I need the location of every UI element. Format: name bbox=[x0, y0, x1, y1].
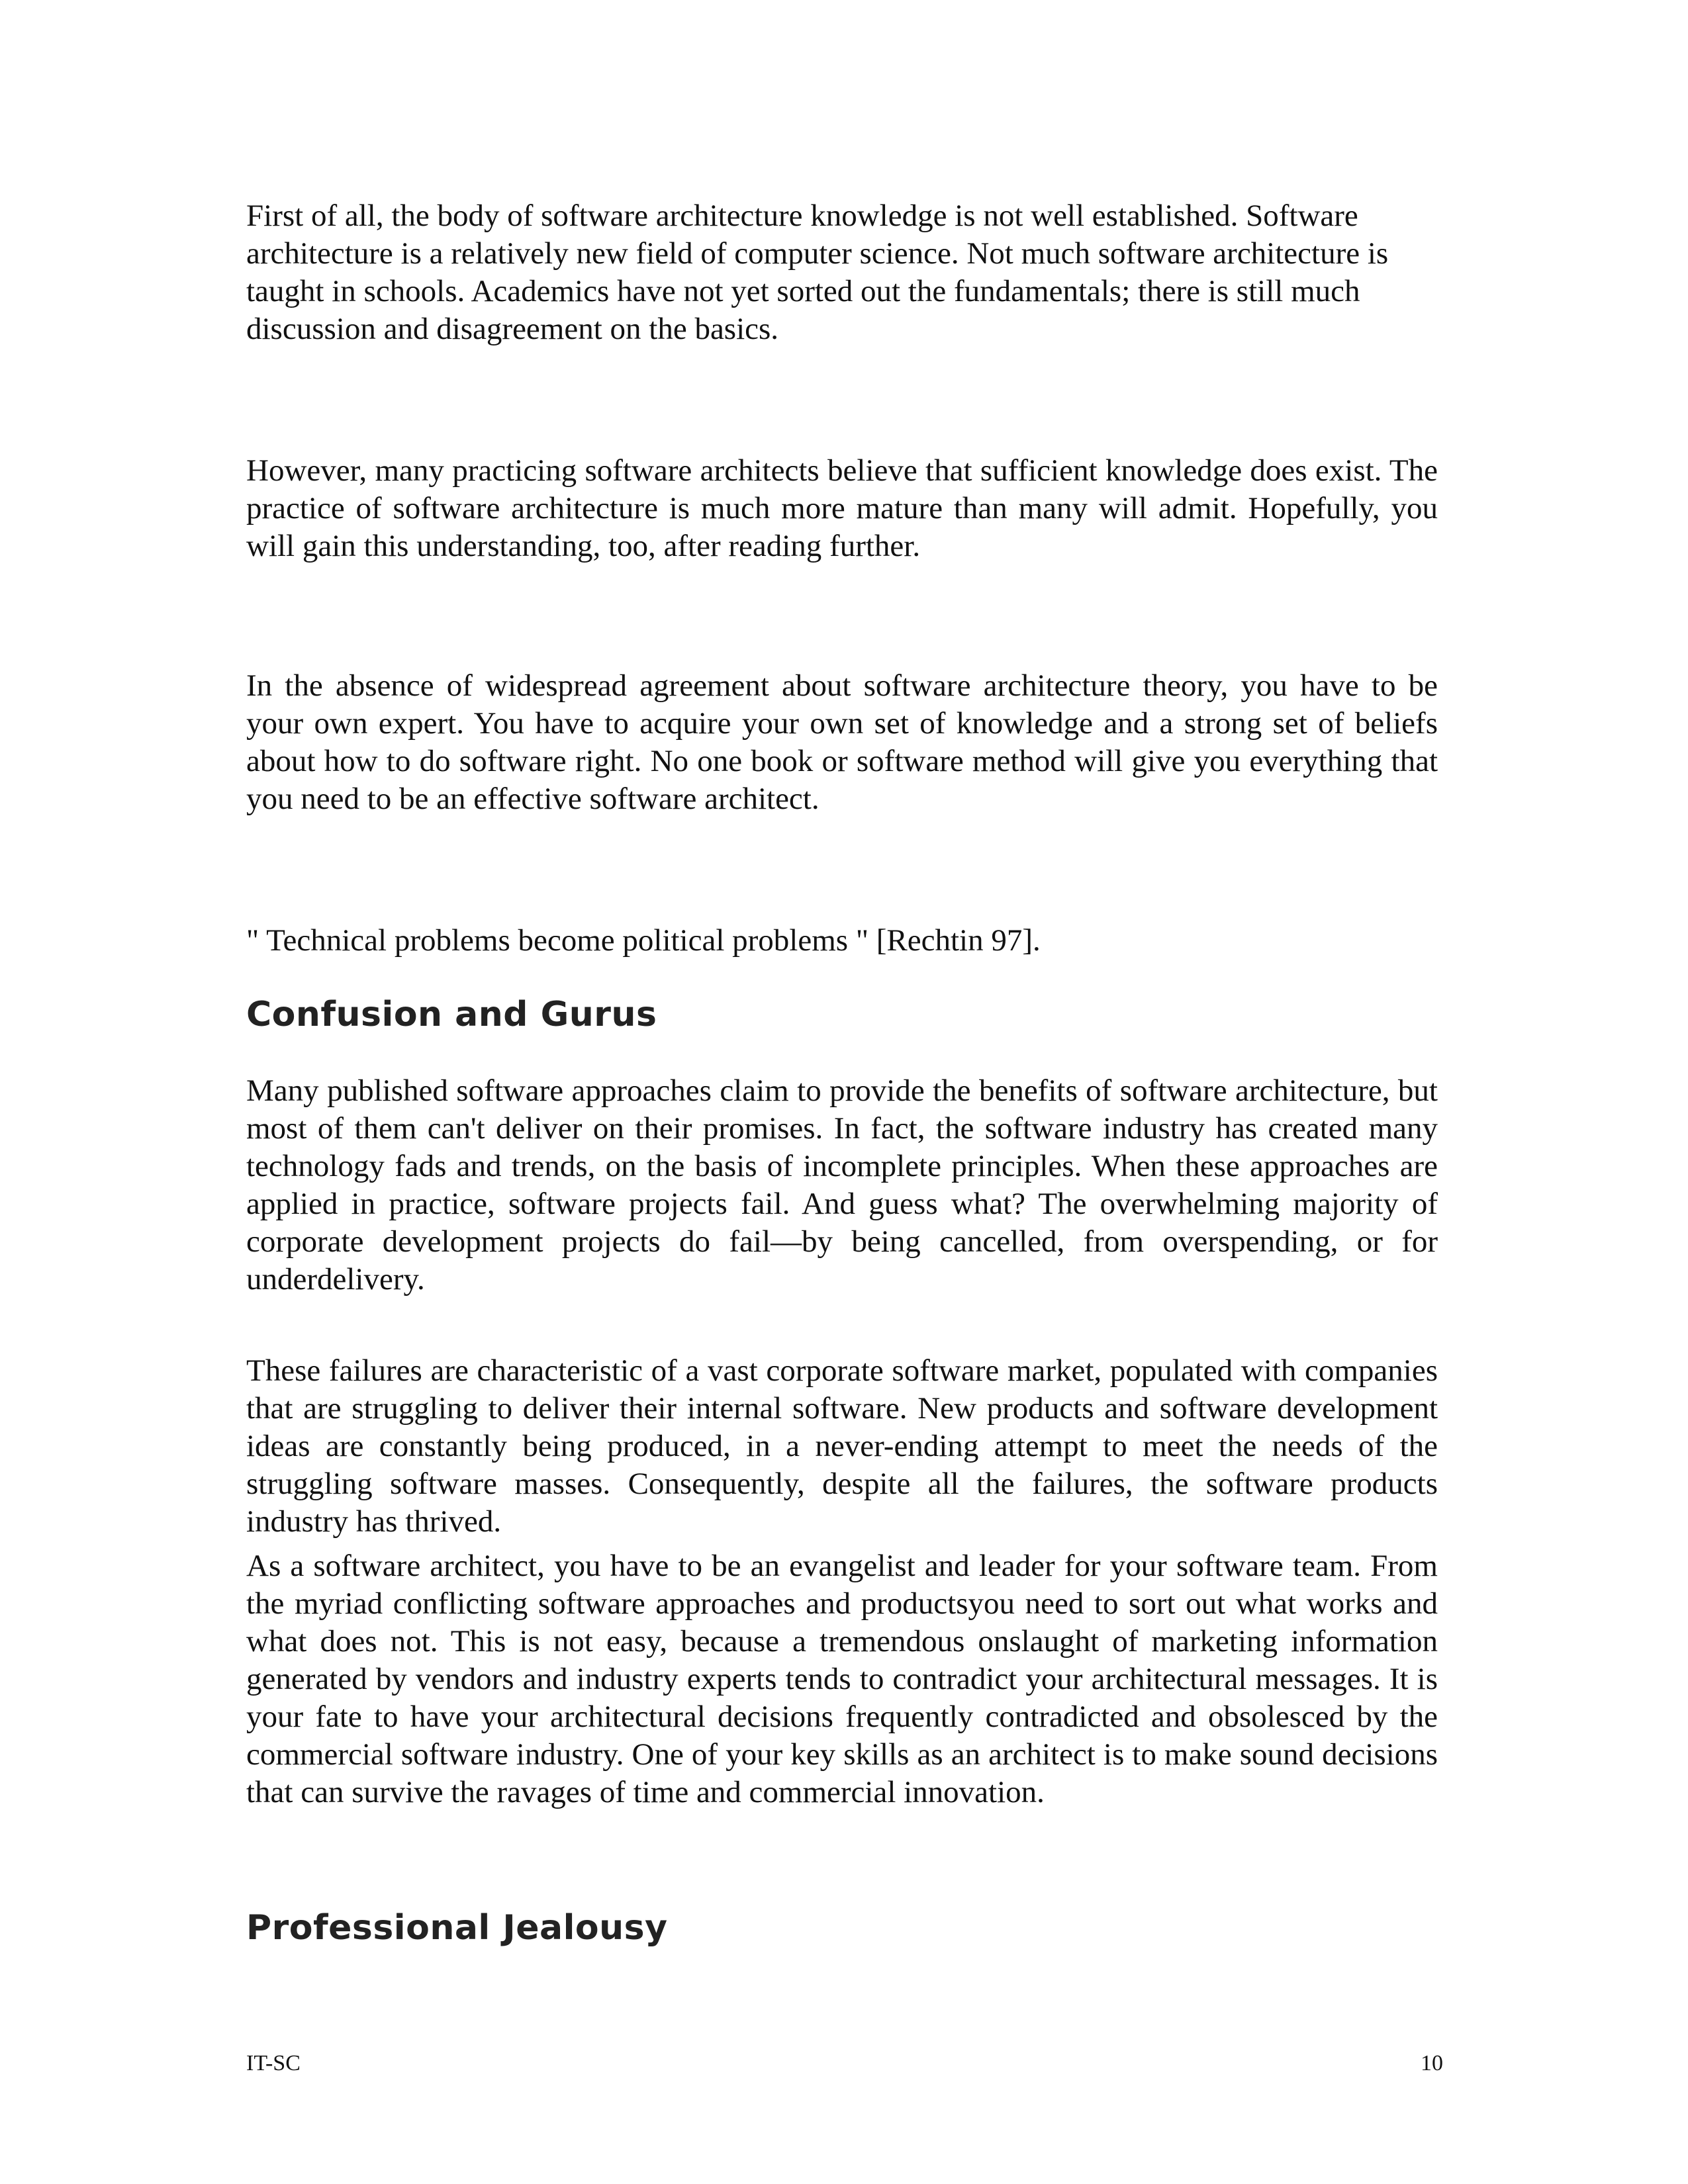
heading-professional-jealousy: Professional Jealousy bbox=[246, 1908, 668, 1948]
heading-confusion-and-gurus: Confusion and Gurus bbox=[246, 995, 657, 1034]
footer-label: IT-SC bbox=[246, 2051, 301, 2075]
quote-rechtin: " Technical problems become political problems " [Rechtin 97]. bbox=[246, 923, 1041, 958]
paragraph-practicing-architects: However, many practicing software architects believe that sufficient knowledge does exist. The practice of software architecture is much more mature than many will admit. Hopefully, you will gain this understanding, too, after reading further. bbox=[246, 453, 1438, 563]
page-number: 10 bbox=[1421, 2051, 1443, 2075]
paragraph-body-of-knowledge: First of all, the body of software architecture knowledge is not well established. Software architecture is a relatively new field of computer science. Not much software architecture is taught in schools. Academics have not yet sorted out the fundamentals; there is still much discussion and disagreement on the basics. bbox=[246, 199, 1389, 346]
paragraph-own-expert: In the absence of widespread agreement about software architecture theory, you have to be your own expert. You have to acquire your own set of knowledge and a strong set of beliefs about how to do software right. No one book or software method will give you everything that you need to be an effective software architect. bbox=[246, 668, 1438, 816]
paragraph-evangelist-leader: As a software architect, you have to be an evangelist and leader for your software team. From the myriad conflicting software approaches and productsyou need to sort out what works and what does not. This is not easy, because a tremendous onslaught of marketing information generated by vendors and industry experts tends to contradict your architectural messages. It is your fate to have your architectural decisions frequently contradicted and obsolesced by the commercial software industry. One of your key skills as an architect is to make sound decisions that can survive the ravages of time and commercial innovation. bbox=[246, 1549, 1438, 1809]
paragraph-failures-market: These failures are characteristic of a vast corporate software market, populated with companies that are struggling to deliver their internal software. New products and software development ideas are constantly being produced, in a never-ending attempt to meet the needs of the struggling software masses. Consequently, despite all the failures, the software products industry has thrived. bbox=[246, 1353, 1438, 1539]
paragraph-published-approaches: Many published software approaches claim to provide the benefits of software architecture, but most of them can't deliver on their promises. In fact, the software industry has created many technology fads and trends, on the basis of incomplete principles. When these approaches are applied in practice, software projects fail. And guess what? The overwhelming majority of corporate development projects do fail—by being cancelled, from overspending, or for underdelivery. bbox=[246, 1073, 1438, 1297]
